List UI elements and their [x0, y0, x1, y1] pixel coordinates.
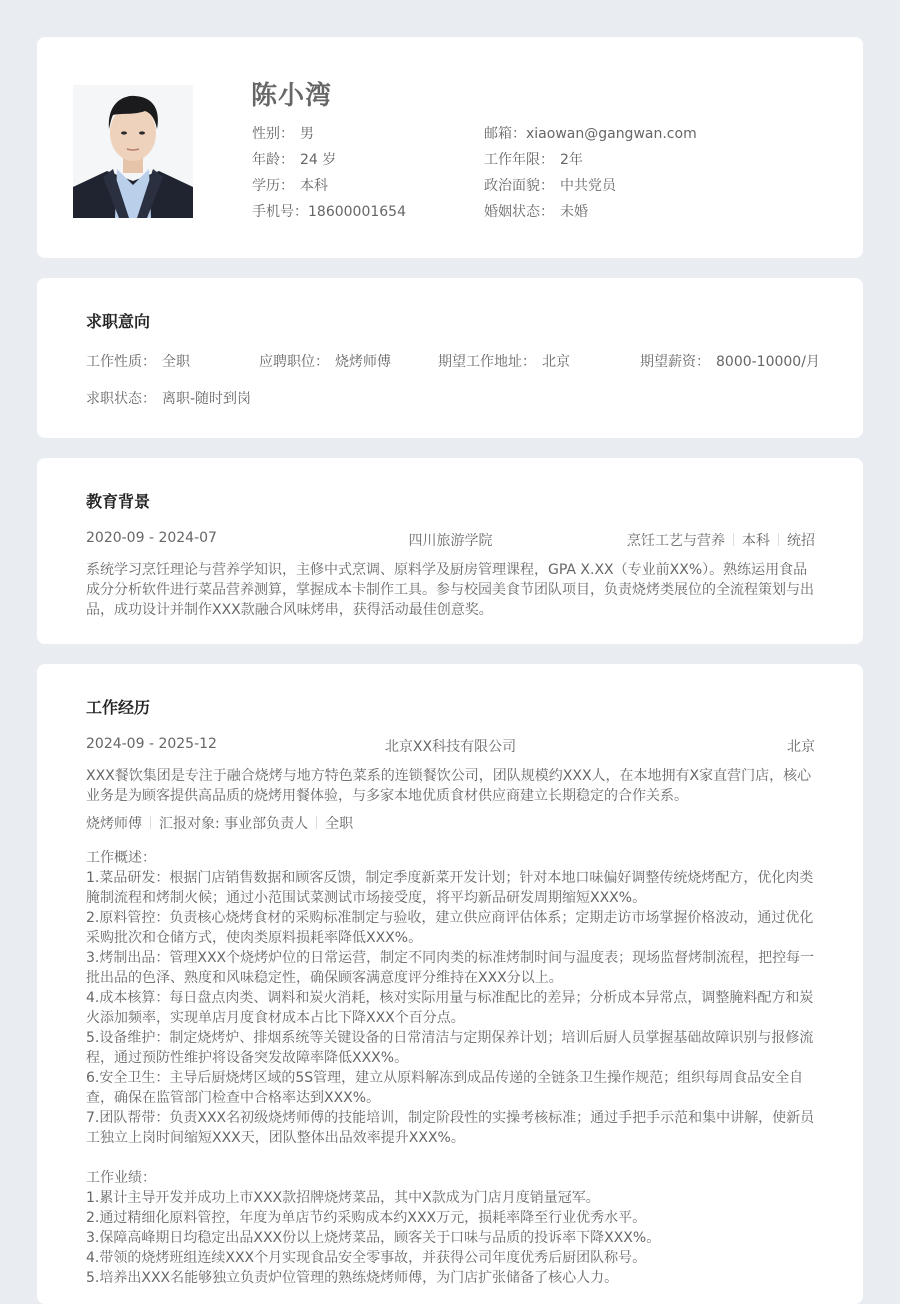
divider — [316, 816, 317, 829]
info-value: 2年 — [560, 152, 583, 168]
work-position: 烧烤师傅 — [86, 816, 142, 832]
education-description: 系统学习烹饪理论与营养学知识，主修中式烹调、原料学及厨房管理课程，GPA X.XX（专业前XX%）。熟练运用食品成分分析软件进行菜品营养测算，掌握成本卡制作工具。参与校园美食节团队项目，负责烧烤类展位的全流程策划与出品，成功设计并制作XXX款融合风味烤串，获得活动最佳创意奖。 — [86, 562, 814, 618]
achievement-item: 5.培养出XXX名能够独立负责炉位管理的熟练烧烤师傅，为门店扩张储备了核心人力。 — [86, 1270, 619, 1286]
profile-card — [37, 37, 863, 258]
avatar-photo — [73, 85, 193, 218]
achievement-item: 4.带领的烧烤班组连续XXX个月实现食品安全零事故，并获得公司年度优秀后厨团队称号。 — [86, 1250, 647, 1266]
intent-value: 北京 — [542, 354, 570, 370]
overview-item: 1.菜品研发：根据门店销售数据和顾客反馈，制定季度新菜开发计划；针对本地口味偏好调整传统烧烤配方，优化肉类腌制流程和烤制火候；通过小范围试菜测试市场接受度，将平均新品研发周期缩短XXX%。 — [86, 870, 814, 906]
intent-work-type — [86, 351, 190, 371]
basic-info-left — [252, 121, 406, 225]
email-link[interactable]: xiaowan@gangwan.com — [526, 126, 697, 142]
section-title: 工作经历 — [86, 698, 151, 717]
achievement-item: 3.保障高峰期日均稳定出品XXX份以上烧烤菜品，顾客关于口味与品质的投诉率下降XXX%。 — [86, 1230, 661, 1246]
section-title: 教育背景 — [86, 492, 151, 511]
overview-item: 5.设备维护：制定烧烤炉、排烟系统等关键设备的日常清洁与定期保养计划；培训后厨人员掌握基础故障识别与报修流程，通过预防性维护将设备突发故障率降低XXX%。 — [86, 1030, 814, 1066]
divider — [733, 533, 734, 546]
education-degree: 本科 — [742, 533, 770, 549]
info-label: 年龄： — [252, 152, 294, 168]
info-label: 工作年限： — [484, 152, 554, 168]
work-job-type: 全职 — [325, 816, 354, 832]
intent-label: 应聘职位： — [259, 354, 329, 370]
section-title: 求职意向 — [86, 312, 151, 331]
education-school: 四川旅游学院 — [408, 533, 493, 549]
info-political-status — [484, 173, 697, 199]
intent-location — [438, 351, 570, 371]
intent-status — [86, 388, 251, 408]
candidate-name: 陈小湾 — [251, 81, 333, 111]
work-period: 2024-09 - 2025-12 — [86, 736, 217, 752]
job-intent-card — [37, 278, 863, 438]
intent-salary — [640, 351, 820, 371]
info-value: 18600001654 — [308, 204, 406, 220]
intent-label: 期望工作地址： — [438, 354, 536, 370]
overview-item: 6.安全卫生：主导后厨烧烤区域的5S管理，建立从原料解冻到成品传递的全链条卫生操作规范；组织每周食品安全自查，确保在监管部门检查中合格率达到XXX%。 — [86, 1070, 804, 1106]
overview-item: 3.烤制出品：管理XXX个烧烤炉位的日常运营，制定不同肉类的标准烤制时间与温度表；现场监督烤制流程，把控每一批出品的色泽、熟度和风味稳定性，确保顾客满意度评分维持在XXX分以上。 — [86, 950, 815, 986]
education-header-row — [86, 530, 815, 550]
info-phone — [252, 199, 406, 225]
work-achievements — [86, 1168, 815, 1288]
work-header-row — [86, 736, 815, 756]
education-type: 统招 — [787, 533, 815, 549]
info-work-years — [484, 147, 697, 173]
overview-item: 2.原料管控：负责核心烧烤食材的采购标准制定与验收，建立供应商评估体系；定期走访市场掌握价格波动，通过优化采购批次和仓储方式，使肉类原料损耗率降低XXX%。 — [86, 910, 814, 946]
achievement-item: 1.累计主导开发并成功上市XXX款招牌烧烤菜品，其中X款成为门店月度销量冠军。 — [86, 1190, 600, 1206]
intent-label: 期望薪资： — [640, 354, 710, 370]
achievements-title: 工作业绩： — [86, 1170, 156, 1186]
intent-label: 工作性质： — [86, 354, 156, 370]
info-value: 男 — [300, 126, 314, 142]
divider — [150, 816, 151, 829]
info-label: 婚姻状态： — [484, 204, 554, 220]
info-value: 24 岁 — [300, 152, 337, 168]
intent-value: 离职-随时到岗 — [162, 391, 252, 407]
info-label: 学历： — [252, 178, 294, 194]
intent-label: 求职状态： — [86, 391, 156, 407]
info-value: 未婚 — [560, 204, 588, 220]
info-label: 手机号： — [252, 204, 308, 220]
education-major: 烹饪工艺与营养 — [627, 533, 725, 549]
education-period: 2020-09 - 2024-07 — [86, 530, 217, 546]
overview-item: 4.成本核算：每日盘点肉类、调料和炭火消耗，核对实际用量与标准配比的差异；分析成本异常点，调整腌料配方和炭火添加频率，实现单店月度食材成本占比下降XXX个百分点。 — [86, 990, 814, 1026]
education-major-info — [627, 530, 815, 550]
info-marital-status — [484, 199, 697, 225]
achievement-item: 2.通过精细化原料管控，年度为单店节约采购成本约XXX万元，损耗率降至行业优秀水平。 — [86, 1210, 647, 1226]
intent-value: 8000-10000/月 — [716, 354, 820, 370]
person-photo-icon — [73, 85, 193, 218]
work-overview — [86, 848, 815, 1148]
work-experience-card — [37, 664, 863, 1304]
info-value: 中共党员 — [560, 178, 616, 194]
basic-info-right — [484, 121, 697, 225]
info-label: 政治面貌： — [484, 178, 554, 194]
work-report-to: 汇报对象: 事业部负责人 — [159, 816, 309, 832]
info-label: 性别： — [252, 126, 294, 142]
divider — [778, 533, 779, 546]
info-label: 邮箱： — [484, 126, 526, 142]
intent-position — [259, 351, 391, 371]
education-card — [37, 458, 863, 644]
intent-value: 烧烤师傅 — [335, 354, 391, 370]
overview-title: 工作概述： — [86, 850, 156, 866]
info-value: 本科 — [300, 178, 328, 194]
info-age — [252, 147, 406, 173]
intent-value: 全职 — [162, 354, 190, 370]
info-email — [484, 121, 697, 147]
work-company: 北京XX科技有限公司 — [384, 739, 517, 755]
work-tags — [86, 813, 353, 833]
overview-item: 7.团队帮带：负责XXX名初级烧烤师傅的技能培训，制定阶段性的实操考核标准；通过手把手示范和集中讲解，使新员工独立上岗时间缩短XXX天，团队整体出品效率提升XXX%。 — [86, 1110, 815, 1146]
info-education — [252, 173, 406, 199]
info-gender — [252, 121, 406, 147]
work-city: 北京 — [787, 739, 815, 755]
company-description: XXX餐饮集团是专注于融合烧烤与地方特色菜系的连锁餐饮公司，团队规模约XXX人，在本地拥有X家直营门店，核心业务是为顾客提供高品质的烧烤用餐体验，与多家本地优质食材供应商建立长期稳定的合作关系。 — [86, 768, 812, 804]
